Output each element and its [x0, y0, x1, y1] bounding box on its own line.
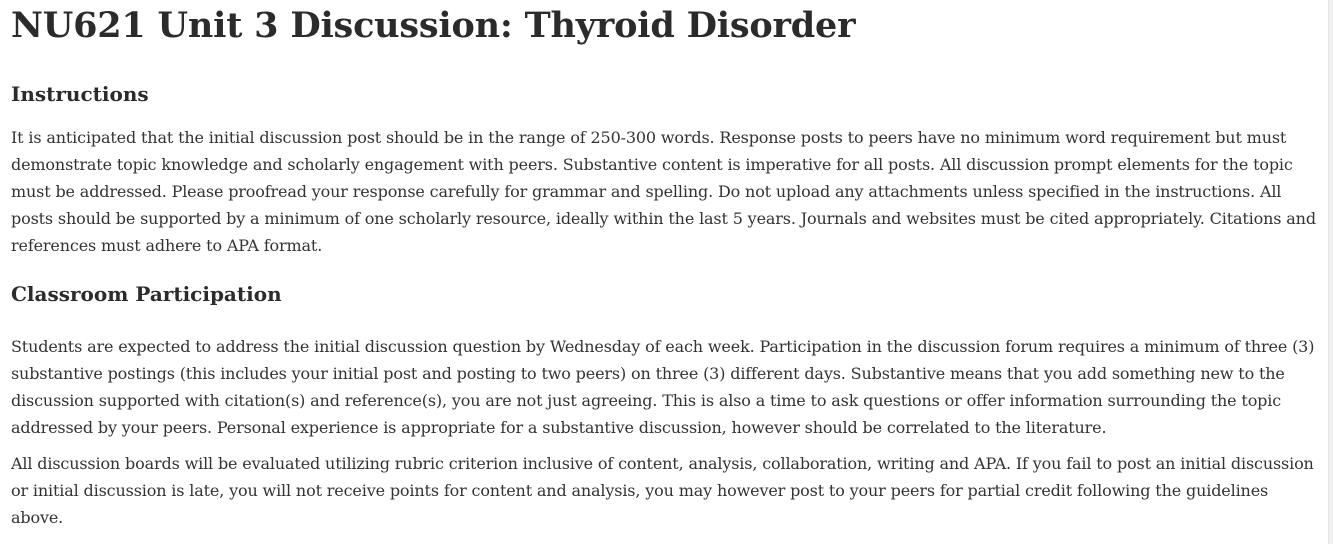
participation-paragraph-1: Students are expected to address the initial discussion question by Wednesday of each week. Participation in the discussion forum requires a minimum of three (3) substantive postings (this includes your initial post and posting to two peers) on three (3) different days. Substantive means that you add something new to the discussion supported with citation(s) and reference(s), you are not just agreeing. This is also a time to ask questions or offer information surrounding the topic addressed by your peers. Personal experience is appropriate for a substantive discussion, however should be correlated to the literature.: [11, 337, 1315, 437]
participation-heading: Classroom Participation: [11, 282, 282, 306]
page-title: NU621 Unit 3 Discussion: Thyroid Disorder: [11, 5, 856, 46]
instructions-heading: Instructions: [11, 82, 149, 106]
instructions-paragraph: It is anticipated that the initial discussion post should be in the range of 250-300 words. Response posts to peers have no minimum word requirement but must demonstrate topic knowledge and scholarly engagement with peers. Substantive content is imperative for all posts. All discussion prompt elements for the topic must be addressed. Please proofread your response carefully for grammar and spelling. Do not upload any attachments unless specified in the instructions. All posts should be supported by a minimum of one scholarly resource, ideally within the last 5 years. Journals and websites must be cited appropriately. Citations and references must adhere to APA format.: [11, 128, 1316, 255]
vertical-scrollbar[interactable]: [1328, 0, 1333, 544]
discussion-content: [11, 0, 1317, 531]
participation-paragraph-2: All discussion boards will be evaluated utilizing rubric criterion inclusive of content, analysis, collaboration, writing and APA. If you fail to post an initial discussion or initial discussion is late, you will not receive points for content and analysis, you may however post to your peers for partial credit following the guidelines above.: [11, 454, 1314, 527]
